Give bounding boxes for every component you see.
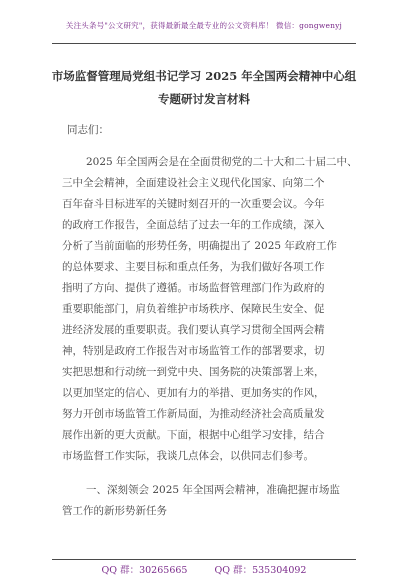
body-line: 的总体要求、主要目标和重点任务，为我们做好各项工作 (62, 261, 325, 273)
body-line: 进经济发展的重要职责。我们要认真学习贯彻全国两会精 (62, 324, 325, 336)
body-line: 三中全会精神，全面建设社会主义现代化国家、向第二个 (62, 177, 325, 189)
body-line: 神，特别是政府工作报告对市场监管工作的部署要求，切 (62, 345, 325, 357)
body-line: 百年奋斗目标进军的关键时刻召开的一次重要会议。今年 (62, 198, 325, 210)
body-line: 市场监督工作实际，我谈几点体会，以供同志们参考。 (62, 450, 314, 462)
footer-qq-group-1: QQ 群：30265665 (101, 565, 188, 576)
body-line: 2025 年全国两会是在全面贯彻党的二十大和二十届二中、 (86, 156, 358, 168)
section-heading-line: 管工作的新形势新任务 (62, 505, 167, 517)
header-banner: 关注头条号"公文研究"，获得最新最全最专业的公文资料库！ 微信：gongwenyj (65, 21, 343, 30)
footer-qq-group-2: QQ 群：535304092 (214, 565, 307, 576)
body-line: 展作出新的更大贡献。下面，根据中心组学习安排，结合 (62, 429, 325, 441)
section-heading-line: 一、深刻领会 2025 年全国两会精神，准确把握市场监 (86, 484, 340, 496)
document-title-line-2: 专题研讨发言材料 (158, 92, 250, 106)
body-line: 重要职能部门，肩负着维护市场秩序、保障民生安全、促 (62, 303, 325, 315)
body-line: 指明了方向、提供了遵循。市场监督管理部门作为政府的 (62, 282, 325, 294)
salutation: 同志们： (67, 124, 109, 136)
body-line: 努力开创市场监管工作新局面，为推动经济社会高质量发 (62, 408, 325, 420)
body-line: 分析了当前面临的形势任务，明确提出了 2025 年政府工作 (62, 240, 337, 252)
header-divider (52, 43, 356, 44)
document-title-line-1: 市场监督管理局党组书记学习 2025 年全国两会精神中心组 (51, 69, 357, 83)
footer-divider (52, 559, 356, 560)
footer (0, 562, 408, 576)
body-line: 的政府工作报告，全面总结了过去一年的工作成绩，深入 (62, 219, 325, 231)
body-line: 实把思想和行动统一到党中央、国务院的决策部署上来， (62, 366, 325, 378)
body-line: 以更加坚定的信心、更加有力的举措、更加务实的作风， (62, 387, 325, 399)
